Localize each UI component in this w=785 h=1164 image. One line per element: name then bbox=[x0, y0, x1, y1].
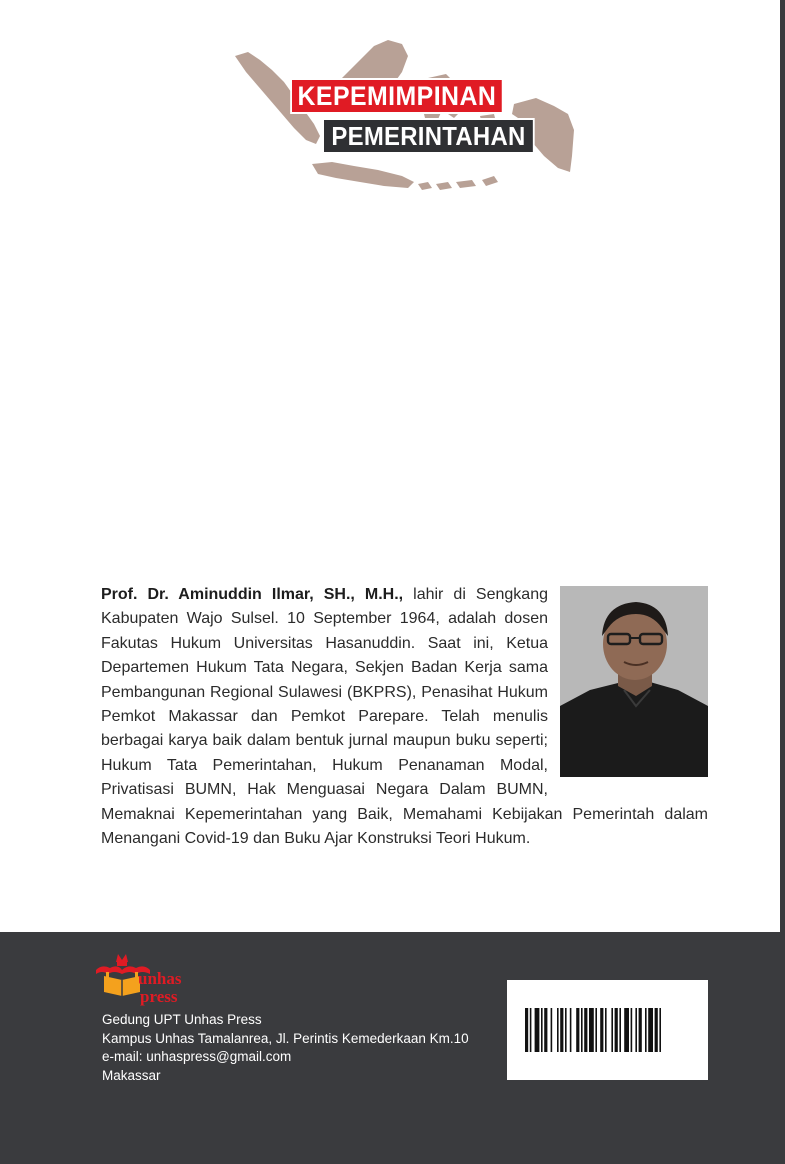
barcode-bar bbox=[605, 1008, 607, 1052]
barcode-bar bbox=[631, 1008, 633, 1052]
barcode-bar bbox=[659, 1008, 661, 1052]
barcode-bar bbox=[557, 1008, 559, 1052]
barcode-bar bbox=[544, 1008, 547, 1052]
barcode-bar bbox=[639, 1008, 642, 1052]
unhas-press-logo bbox=[92, 952, 202, 1010]
barcode-bar bbox=[570, 1008, 572, 1052]
logo-word-unhas: unhas bbox=[138, 969, 182, 988]
author-bio-text: lahir di Sengkang Kabupaten Wajo Sulsel. 10 September 1964, adalah dosen Fakutas Hukum Universitas Hasanuddin. Saat ini, Ketua Departemen Hukum Tata Negara, Sekjen Badan Kerja sama Pembangunan Regional Sulawesi (BKPRS), Penasihat Hukum Pemkot Makassar dan Pemkot Parepare. Telah menulis berbagai karya baik dalam bentuk jurnal maupun buku seperti; Hukum Tata Pemerintahan, Hukum Penanaman Modal, Privatisasi BUMN, Hak Menguasai Negara Dalam BUMN, Memaknai Kepemerintahan yang Baik, Memahami Kebijakan Pemerintah dalam Menangani Covid-19 dan Buku Ajar Konstruksi Teori Hukum. bbox=[101, 586, 708, 848]
address-line-campus: Kampus Unhas Tamalanrea, Jl. Perintis Kemederkaan Km.10 bbox=[102, 1030, 469, 1046]
barcode-bar bbox=[624, 1008, 629, 1052]
publisher-footer bbox=[0, 932, 785, 1164]
portrait-icon bbox=[560, 586, 708, 777]
barcode-bar bbox=[648, 1008, 653, 1052]
barcode-bar bbox=[615, 1008, 618, 1052]
address-line-building: Gedung UPT Unhas Press bbox=[102, 1012, 262, 1027]
barcode-bar bbox=[535, 1008, 540, 1052]
barcode-bar bbox=[611, 1008, 613, 1052]
barcode-bar bbox=[525, 1008, 528, 1052]
publisher-address bbox=[102, 1011, 469, 1085]
barcode-bar bbox=[595, 1008, 597, 1052]
author-bio bbox=[101, 583, 708, 851]
barcode bbox=[507, 980, 708, 1080]
title-line-1: KEPEMIMPINAN bbox=[292, 80, 502, 112]
barcode-bar bbox=[560, 1008, 563, 1052]
unhas-press-logo-icon bbox=[92, 952, 202, 1010]
barcode-bar bbox=[619, 1008, 621, 1052]
barcode-bar bbox=[565, 1008, 567, 1052]
cover-title-art bbox=[232, 38, 577, 196]
barcode-bar bbox=[541, 1008, 543, 1052]
barcode-icon bbox=[507, 980, 708, 1080]
barcode-bar bbox=[645, 1008, 647, 1052]
title-line-2: PEMERINTAHAN bbox=[324, 120, 533, 152]
barcode-bar bbox=[600, 1008, 603, 1052]
barcode-bar bbox=[584, 1008, 587, 1052]
author-photo bbox=[560, 586, 708, 777]
barcode-bar bbox=[576, 1008, 579, 1052]
barcode-bar bbox=[581, 1008, 583, 1052]
barcode-bar bbox=[589, 1008, 594, 1052]
logo-word-press: press bbox=[140, 987, 178, 1006]
indonesia-map-icon bbox=[232, 38, 577, 196]
barcode-bar bbox=[530, 1008, 532, 1052]
barcode-bar bbox=[635, 1008, 637, 1052]
author-name: Prof. Dr. Aminuddin Ilmar, SH., M.H., bbox=[101, 586, 404, 603]
barcode-bar bbox=[551, 1008, 553, 1052]
address-line-email: e-mail: unhaspress@gmail.com bbox=[102, 1049, 292, 1065]
address-line-city: Makassar bbox=[102, 1067, 161, 1083]
barcode-bar bbox=[655, 1008, 658, 1052]
